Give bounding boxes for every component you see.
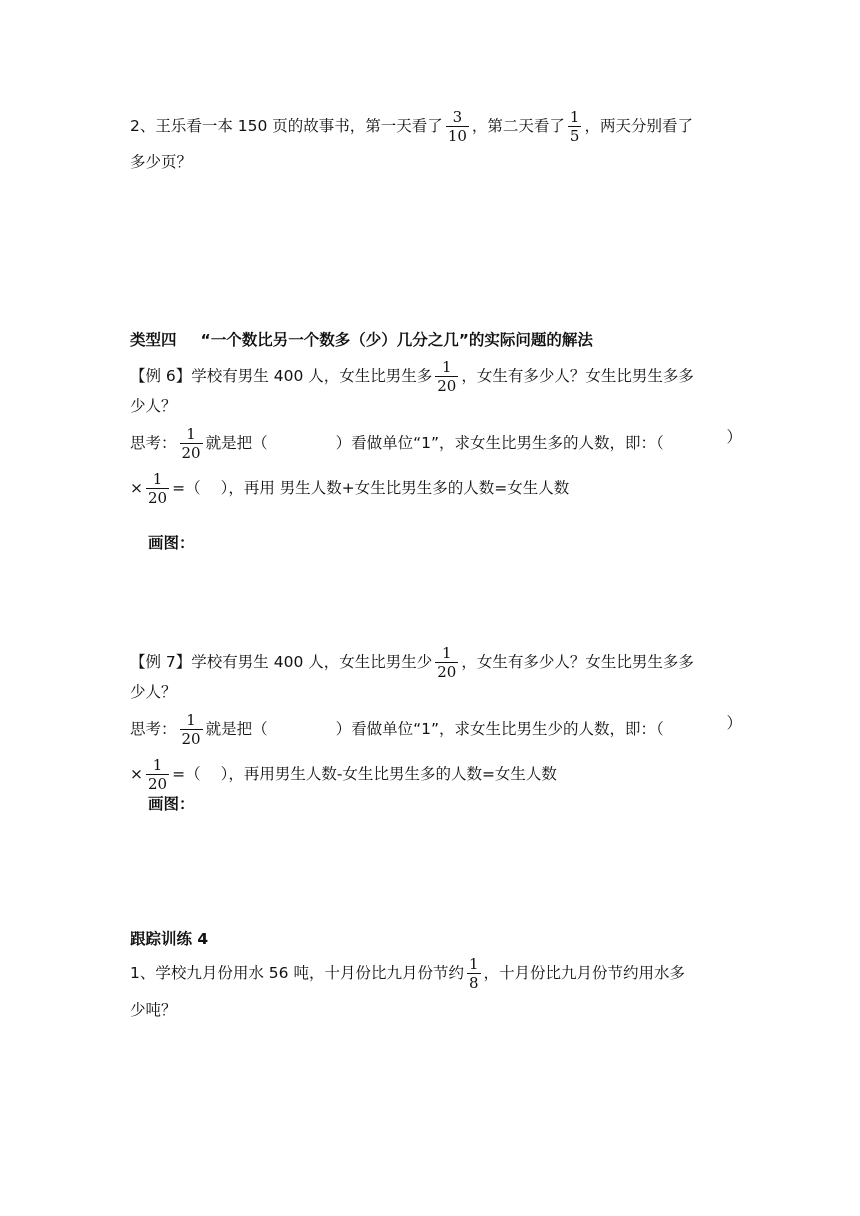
ex6-line1 [130, 358, 694, 395]
ex6-think-line [130, 425, 742, 462]
q2-fraction-2: $\frac{1}{5}$ [569, 108, 580, 145]
ex6-think-fraction: $\frac{1}{20}$ [181, 425, 201, 462]
q2-text-part3: ，两天分别看了 [584, 117, 693, 135]
training4-heading: 跟踪训练 4 [130, 930, 209, 948]
ex7-formula-fraction: $\frac{1}{20}$ [148, 756, 168, 793]
training4-text-part2: ，十月份比九月份节约用水多 [483, 964, 686, 982]
ex7-times-sign: × [130, 765, 143, 783]
ex7-think-text-a: 就是把（ [205, 720, 268, 738]
ex6-draw-label: 画图： [148, 534, 195, 552]
ex6-text-part2: ，女生有多少人？女生比男生多多 [461, 367, 694, 385]
ex7-fraction: $\frac{1}{20}$ [437, 644, 457, 681]
training4-text-part1: 1、学校九月份用水 56 吨，十月份比九月份节约 [130, 964, 464, 982]
ex6-formula-text-a: =（ [172, 479, 201, 497]
ex6-think-text-a: 就是把（ [205, 434, 268, 452]
ex7-think-text-c: ） [726, 714, 742, 732]
type4-label: 类型四 [130, 331, 177, 349]
ex7-text-part1: 【例 7】学校有男生 400 人，女生比男生少 [130, 653, 433, 671]
ex6-times-sign: × [130, 479, 143, 497]
ex7-draw-label: 画图： [148, 795, 195, 813]
q2-line2: 多少页？ [130, 153, 193, 171]
ex6-fraction: $\frac{1}{20}$ [437, 358, 457, 395]
training4-fraction: $\frac{1}{8}$ [468, 955, 479, 992]
ex6-line2: 少人？ [130, 397, 177, 415]
ex7-text-part2: ，女生有多少人？女生比男生多多 [461, 653, 694, 671]
ex7-formula-text-a: =（ [172, 765, 201, 783]
ex6-think-text-c: ） [726, 428, 742, 446]
ex7-line1 [130, 644, 694, 681]
type4-heading [130, 328, 593, 352]
training4-line2: 少吨？ [130, 1001, 177, 1019]
q2-text-part2: ，第二天看了 [471, 117, 565, 135]
q2-fraction-1: $\frac{3}{10}$ [447, 108, 467, 145]
ex7-think-fraction: $\frac{1}{20}$ [181, 711, 201, 748]
type4-title: “一个数比另一个数多（少）几分之几”的实际问题的解法 [200, 331, 593, 349]
ex7-think-label: 思考： [130, 720, 177, 738]
ex6-think-label: 思考： [130, 434, 177, 452]
ex6-formula-fraction: $\frac{1}{20}$ [148, 470, 168, 507]
training4-line1 [130, 955, 685, 992]
q2-text-part1: 2、王乐看一本 150 页的故事书，第一天看了 [130, 117, 443, 135]
ex7-formula-line [130, 756, 557, 793]
q2-line1 [130, 108, 693, 145]
ex6-think-text-b: ）看做单位“1”，求女生比男生多的人数，即：（ [335, 434, 664, 452]
ex6-formula-line [130, 470, 569, 507]
ex7-formula-text-b: ），再用男生人数-女生比男生多的人数=女生人数 [220, 765, 557, 783]
ex6-formula-text-b: ），再用 男生人数+女生比男生多的人数=女生人数 [220, 479, 570, 497]
ex6-text-part1: 【例 6】学校有男生 400 人，女生比男生多 [130, 367, 433, 385]
ex7-line2: 少人？ [130, 683, 177, 701]
ex7-think-text-b: ）看做单位“1”，求女生比男生少的人数，即：（ [335, 720, 664, 738]
ex7-think-line [130, 711, 742, 748]
